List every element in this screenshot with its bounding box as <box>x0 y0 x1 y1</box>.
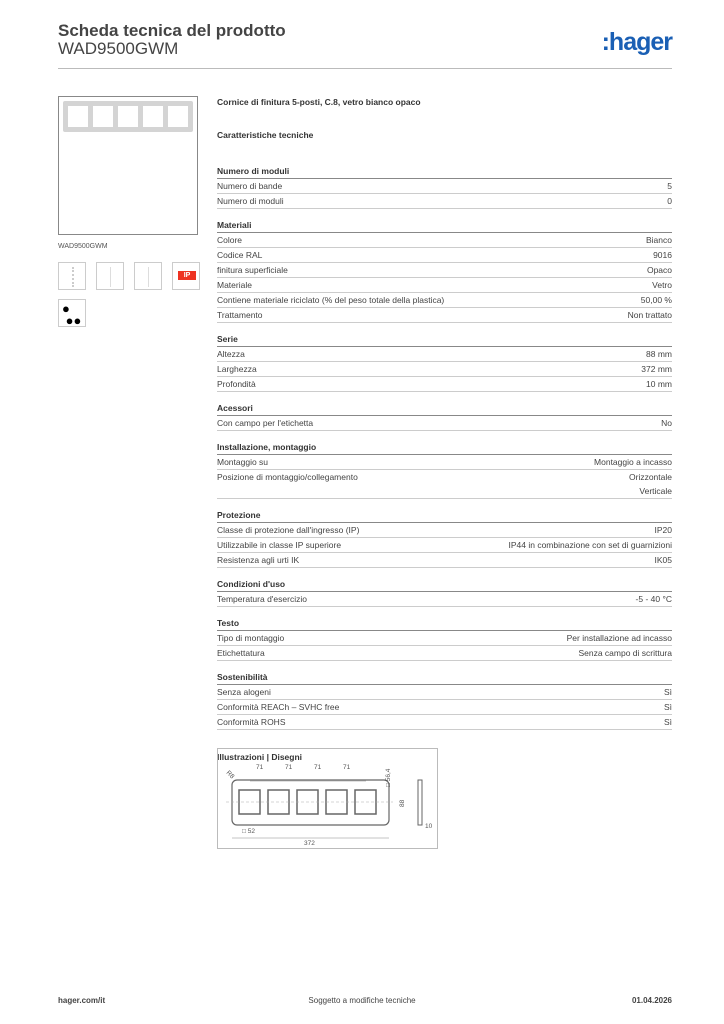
product-image <box>58 96 198 235</box>
spec-row <box>217 523 672 538</box>
dim-pitch-3: 71 <box>314 764 322 771</box>
spec-row <box>217 715 672 730</box>
thumbnail-1[interactable] <box>58 262 86 290</box>
spec-label: Senza alogeni <box>217 687 271 697</box>
spec-value: 5 <box>667 181 672 191</box>
spec-label: Altezza <box>217 349 245 359</box>
spec-value: Bianco <box>646 235 672 245</box>
spec-value: 50,00 % <box>640 295 672 305</box>
spec-value: Sì <box>663 702 672 712</box>
spec-value: Orizzontale Verticale <box>629 472 672 496</box>
illustrations-heading: Illustrazioni | Disegni <box>217 752 303 762</box>
spec-value: 0 <box>667 196 672 206</box>
spec-row <box>217 194 672 209</box>
spec-label: Profondità <box>217 379 256 389</box>
spec-row <box>217 347 672 362</box>
footer-date: 01.04.2026 <box>631 996 672 1005</box>
spec-sheet <box>217 96 672 764</box>
spec-label: Contiene materiale riciclato (% del peso totale della plastica) <box>217 295 445 305</box>
spec-label: Resistenza agli urti IK <box>217 555 300 565</box>
product-code: WAD9500GWM <box>58 39 179 58</box>
spec-row <box>217 592 672 607</box>
section-heading: Serie <box>217 333 672 347</box>
section-heading: Installazione, montaggio <box>217 441 672 455</box>
section-heading: Sostenibilità <box>217 671 672 685</box>
spec-label: Tipo di montaggio <box>217 633 285 643</box>
thumbnail-2[interactable] <box>96 262 124 290</box>
spec-label: finitura superficiale <box>217 265 288 275</box>
spec-label: Conformità REACh – SVHC free <box>217 702 340 712</box>
spec-value: 10 mm <box>646 379 672 389</box>
spec-label: Utilizzabile in classe IP superiore <box>217 540 342 550</box>
footer-website[interactable]: hager.com/it <box>58 996 106 1005</box>
section-heading: Materiali <box>217 219 672 233</box>
spec-row <box>217 538 672 553</box>
spec-row <box>217 455 672 470</box>
spec-row <box>217 362 672 377</box>
dim-radius: R8 <box>224 769 236 781</box>
dim-window: □ 52 <box>242 828 255 835</box>
spec-label: Numero di moduli <box>217 196 284 206</box>
dim-opening: □ 56,4 <box>385 768 392 787</box>
spec-label: Con campo per l'etichetta <box>217 418 314 428</box>
spec-value: IP44 in combinazione con set di guarnizioni <box>508 540 672 550</box>
spec-value: Sì <box>663 717 672 727</box>
footer-notice: Soggetto a modifiche tecniche <box>308 996 416 1005</box>
dim-height: 88 <box>399 799 406 807</box>
spec-value: Montaggio a incasso <box>594 457 672 467</box>
spec-label: Numero di bande <box>217 181 283 191</box>
dim-pitch-4: 71 <box>343 764 351 771</box>
spec-row <box>217 308 672 323</box>
divider <box>58 68 672 69</box>
spec-label: Posizione di montaggio/collegamento <box>217 472 358 482</box>
spec-label: Trattamento <box>217 310 263 320</box>
section-heading: Acessori <box>217 402 672 416</box>
spec-row <box>217 416 672 431</box>
dim-width: 372 <box>304 840 315 847</box>
spec-row <box>217 553 672 568</box>
spec-label: Colore <box>217 235 243 245</box>
spec-value: 372 mm <box>641 364 672 374</box>
spec-label: Classe di protezione dall'ingresso (IP) <box>217 525 360 535</box>
ip-badge-icon: IP <box>178 271 196 280</box>
section-heading: Testo <box>217 617 672 631</box>
dim-pitch-2: 71 <box>285 764 293 771</box>
spec-value: IP20 <box>654 525 672 535</box>
spec-row <box>217 293 672 308</box>
dim-depth: 10 <box>425 823 433 830</box>
spec-row <box>217 263 672 278</box>
spec-value: IK05 <box>654 555 672 565</box>
spec-row <box>217 685 672 700</box>
spec-row <box>217 377 672 392</box>
product-description: Cornice di finitura 5-posti, C.8, vetro bianco opaco <box>217 97 421 107</box>
spec-row <box>217 278 672 293</box>
section-heading: Condizioni d'uso <box>217 578 672 592</box>
section-heading: Numero di moduli <box>217 165 672 179</box>
spec-label: Temperatura d'esercizio <box>217 594 307 604</box>
spec-row <box>217 233 672 248</box>
technical-drawing <box>217 748 438 849</box>
specs-heading: Caratteristiche tecniche <box>217 130 314 140</box>
spec-label: Conformità ROHS <box>217 717 286 727</box>
dim-pitch-1: 71 <box>256 764 264 771</box>
page-title: Scheda tecnica del prodotto <box>58 21 286 40</box>
spec-value: Opaco <box>646 265 672 275</box>
spec-value: 9016 <box>653 250 672 260</box>
spec-value: Sì <box>663 687 672 697</box>
spec-row <box>217 179 672 194</box>
spec-value: -5 - 40 °C <box>635 594 672 604</box>
spec-label: Etichettatura <box>217 648 265 658</box>
section-heading: Protezione <box>217 509 672 523</box>
spec-value: Non trattato <box>627 310 672 320</box>
spec-label: Montaggio su <box>217 457 269 467</box>
spec-value: Vetro <box>652 280 672 290</box>
spec-label: Materiale <box>217 280 252 290</box>
spec-value: No <box>661 418 672 428</box>
spec-row <box>217 631 672 646</box>
product-image-code: WAD9500GWM <box>58 243 108 250</box>
spec-value: Per installazione ad incasso <box>566 633 672 643</box>
spec-row <box>217 248 672 263</box>
spec-label: Larghezza <box>217 364 257 374</box>
hager-logo: :hager <box>601 28 672 56</box>
spec-row <box>217 470 672 499</box>
spec-row <box>217 700 672 715</box>
water-drops-icon: ● ●● <box>58 299 86 327</box>
thumbnail-3[interactable] <box>134 262 162 290</box>
spec-label: Codice RAL <box>217 250 263 260</box>
spec-value: Senza campo di scrittura <box>578 648 672 658</box>
spec-row <box>217 646 672 661</box>
spec-value: 88 mm <box>646 349 672 359</box>
